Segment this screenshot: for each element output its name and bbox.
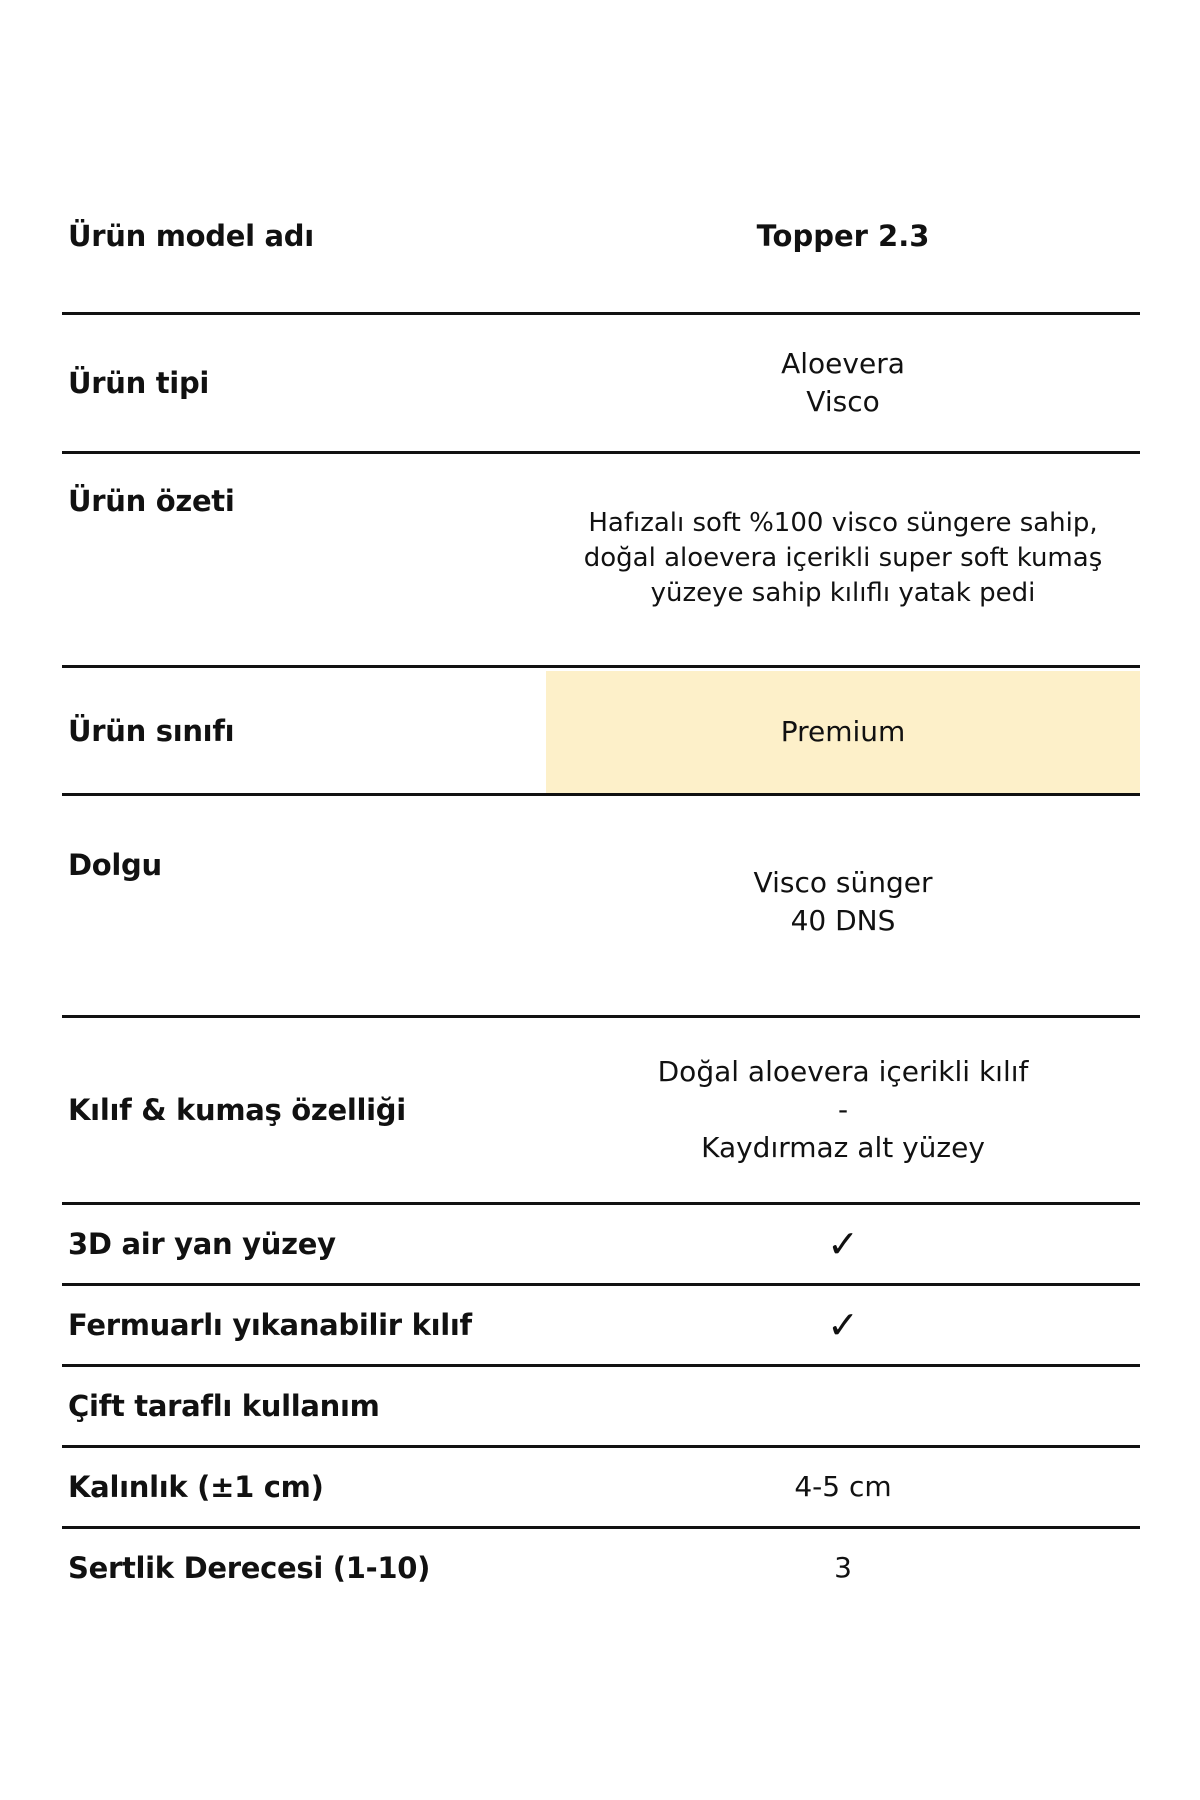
row-product-class bbox=[62, 668, 1140, 796]
row-double-sided bbox=[62, 1367, 1140, 1448]
row-model-name bbox=[62, 165, 1140, 315]
label-product-summary: Ürün özeti bbox=[68, 484, 235, 518]
label-cover-fabric: Kılıf & kumaş özelliği bbox=[68, 1093, 406, 1127]
filling-line: Visco sünger bbox=[753, 866, 933, 899]
label-thickness: Kalınlık (±1 cm) bbox=[68, 1470, 324, 1504]
row-product-summary bbox=[62, 454, 1140, 668]
summary-line: yüzeye sahip kılıflı yatak pedi bbox=[650, 578, 1036, 608]
label-product-type: Ürün tipi bbox=[68, 366, 210, 400]
value-filling bbox=[546, 796, 1140, 1015]
value-double-sided bbox=[546, 1367, 1140, 1445]
label-product-class: Ürün sınıfı bbox=[68, 713, 235, 748]
row-filling bbox=[62, 796, 1140, 1018]
row-cover-fabric bbox=[62, 1018, 1140, 1205]
label-filling: Dolgu bbox=[68, 848, 162, 882]
label-model-name: Ürün model adı bbox=[68, 219, 314, 253]
row-thickness bbox=[62, 1448, 1140, 1529]
row-product-type bbox=[62, 315, 1140, 454]
value-cover-fabric bbox=[546, 1018, 1140, 1202]
spec-table bbox=[62, 165, 1140, 1607]
row-zipper-cover bbox=[62, 1286, 1140, 1367]
value-zipper-cover bbox=[546, 1286, 1140, 1364]
value-model-name: Topper 2.3 bbox=[756, 219, 930, 253]
checkmark-icon: ✓ bbox=[827, 1303, 859, 1347]
cover-line: - bbox=[837, 1093, 849, 1126]
label-firmness: Sertlik Derecesi (1-10) bbox=[68, 1551, 431, 1585]
cover-line: Doğal aloevera içerikli kılıf bbox=[657, 1055, 1029, 1088]
filling-line: 40 DNS bbox=[790, 904, 896, 937]
checkmark-icon: ✓ bbox=[827, 1222, 859, 1266]
value-product-summary bbox=[546, 454, 1140, 665]
label-zipper-cover: Fermuarlı yıkanabilir kılıf bbox=[68, 1308, 472, 1342]
row-firmness bbox=[62, 1529, 1140, 1607]
product-type-line: Visco bbox=[806, 385, 880, 418]
summary-line: Hafızalı soft %100 visco süngere sahip, bbox=[588, 508, 1098, 538]
value-product-class: Premium bbox=[546, 671, 1140, 793]
value-thickness: 4-5 cm bbox=[794, 1470, 892, 1503]
row-3d-air bbox=[62, 1205, 1140, 1286]
summary-line: doğal aloevera içerikli super soft kumaş bbox=[583, 543, 1103, 573]
value-firmness: 3 bbox=[834, 1551, 852, 1584]
product-type-line: Aloevera bbox=[781, 347, 905, 380]
label-double-sided: Çift taraflı kullanım bbox=[68, 1389, 380, 1423]
cover-line: Kaydırmaz alt yüzey bbox=[701, 1131, 985, 1164]
label-3d-air: 3D air yan yüzey bbox=[68, 1227, 336, 1261]
value-product-type bbox=[546, 315, 1140, 451]
value-3d-air bbox=[546, 1205, 1140, 1283]
